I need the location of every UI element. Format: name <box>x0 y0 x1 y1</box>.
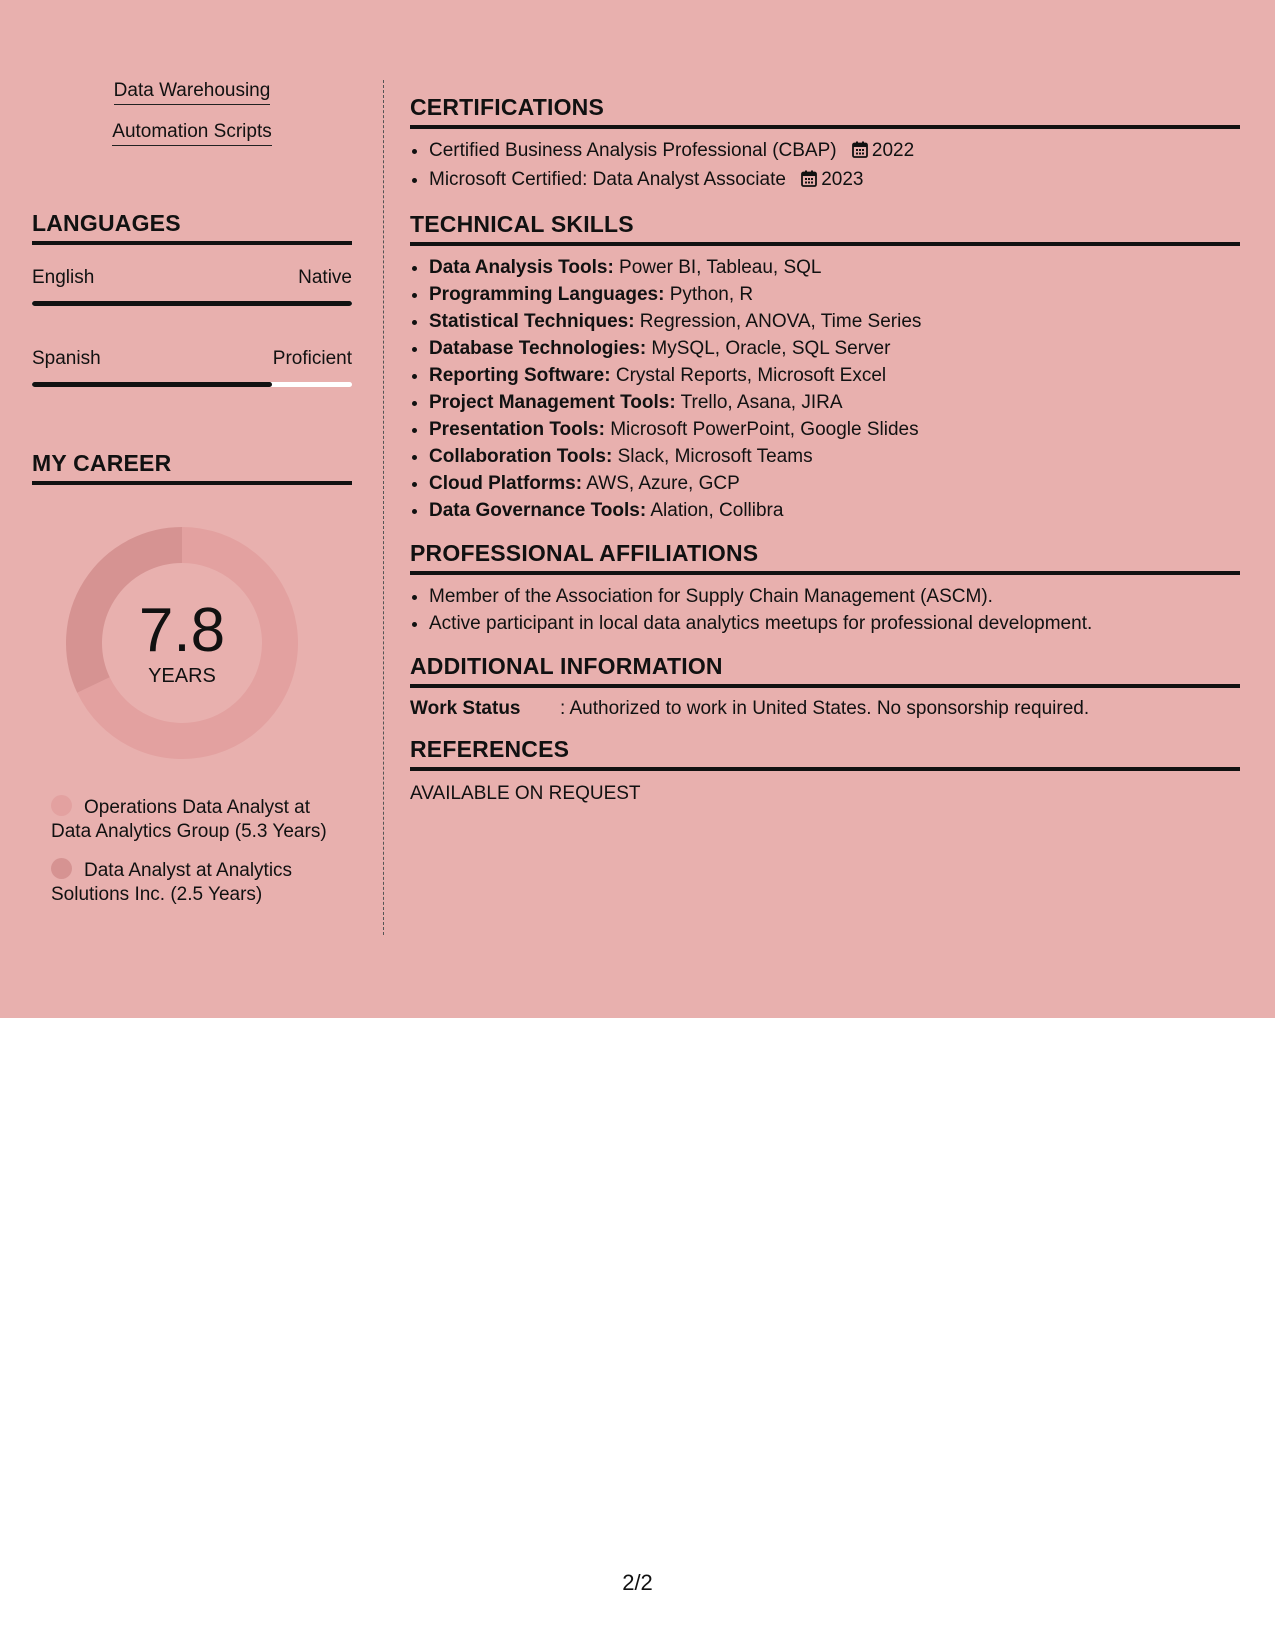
work-status-row <box>410 698 1240 720</box>
skill-tag-automation-scripts: Automation Scripts <box>112 121 271 146</box>
career-legend <box>32 795 352 907</box>
languages-title: LANGUAGES <box>32 210 352 245</box>
technical-skills-list <box>410 254 1240 524</box>
language-name: Spanish <box>32 348 101 369</box>
certification-year: 2022 <box>871 140 915 161</box>
skill-values: Microsoft PowerPoint, Google Slides <box>604 419 919 440</box>
list-item: • Active participant in local data analytics meetups for professional development. <box>429 610 1240 637</box>
additional-info-section <box>410 653 1240 720</box>
affiliations-title: PROFESSIONAL AFFILIATIONS <box>410 540 1240 575</box>
affiliations-section <box>410 540 1240 637</box>
list-item <box>429 281 1240 308</box>
certifications-list <box>410 137 1240 195</box>
calendar-icon <box>852 139 868 166</box>
skill-category: Statistical Techniques: <box>429 311 635 332</box>
list-item <box>429 443 1240 470</box>
references-section <box>410 736 1240 805</box>
affiliations-list <box>410 583 1240 637</box>
skill-values: AWS, Azure, GCP <box>582 473 740 494</box>
list-item <box>429 362 1240 389</box>
language-level: Native <box>298 267 352 288</box>
work-status-label: Work Status <box>410 698 521 719</box>
skill-values: Alation, Collibra <box>646 500 784 521</box>
career-donut-chart <box>66 527 298 759</box>
career-legend-item <box>51 858 341 907</box>
certifications-section <box>410 94 1240 195</box>
work-status-value: : Authorized to work in United States. No sponsorship required. <box>560 698 1090 719</box>
skill-category: Programming Languages: <box>429 284 665 305</box>
list-item <box>429 497 1240 524</box>
skill-category: Data Analysis Tools: <box>429 257 614 278</box>
skill-category: Presentation Tools: <box>429 419 605 440</box>
list-item <box>429 416 1240 443</box>
skill-category: Collaboration Tools: <box>429 446 613 467</box>
column-divider <box>383 80 384 935</box>
list-item <box>429 470 1240 497</box>
certification-name: Certified Business Analysis Professional (CBAP) <box>429 140 837 161</box>
list-item <box>429 137 1240 166</box>
skill-category: Reporting Software: <box>429 365 611 386</box>
skill-values: Python, R <box>664 284 754 305</box>
career-title: MY CAREER <box>32 450 352 485</box>
language-proficiency-bar <box>32 301 352 306</box>
certification-name: Microsoft Certified: Data Analyst Associate <box>429 169 786 190</box>
left-column <box>32 80 352 905</box>
page-number: 2/2 <box>622 1570 653 1595</box>
language-proficiency-fill <box>32 382 272 387</box>
skill-values: Regression, ANOVA, Time Series <box>634 311 922 332</box>
skill-category: Cloud Platforms: <box>429 473 583 494</box>
skill-values: Power BI, Tableau, SQL <box>613 257 822 278</box>
skill-category: Database Technologies: <box>429 338 647 359</box>
career-legend-item <box>51 795 341 844</box>
list-item <box>429 166 1240 195</box>
career-role-label: Data Analyst at Analytics Solutions Inc. (2.5 Years) <box>51 860 293 905</box>
languages-section <box>32 210 352 387</box>
language-name: English <box>32 267 95 288</box>
references-text: AVAILABLE ON REQUEST <box>410 783 641 804</box>
career-role-label: Operations Data Analyst at Data Analytics Group (5.3 Years) <box>51 797 327 842</box>
skill-category: Data Governance Tools: <box>429 500 647 521</box>
skill-values: Trello, Asana, JIRA <box>675 392 843 413</box>
legend-dot-icon <box>51 795 72 816</box>
certifications-title: CERTIFICATIONS <box>410 94 1240 129</box>
language-level: Proficient <box>272 348 352 369</box>
language-proficiency-fill <box>32 301 352 306</box>
additional-info-title: ADDITIONAL INFORMATION <box>410 653 1240 688</box>
career-section <box>32 450 352 921</box>
skill-tag-data-warehousing: Data Warehousing <box>114 80 271 105</box>
list-item <box>429 308 1240 335</box>
skill-values: Slack, Microsoft Teams <box>612 446 813 467</box>
list-item <box>429 254 1240 281</box>
technical-skills-title: TECHNICAL SKILLS <box>410 211 1240 246</box>
skill-values: MySQL, Oracle, SQL Server <box>646 338 891 359</box>
list-item <box>429 335 1240 362</box>
language-row <box>32 348 352 370</box>
language-row <box>32 267 352 289</box>
certification-year: 2023 <box>821 169 864 190</box>
skill-category: Project Management Tools: <box>429 392 676 413</box>
career-donut-center <box>66 527 298 759</box>
legend-dot-icon <box>51 858 72 879</box>
references-title: REFERENCES <box>410 736 1240 771</box>
career-total-years: 7.8 <box>138 595 226 665</box>
career-years-unit: YEARS <box>148 664 216 687</box>
list-item <box>429 389 1240 416</box>
skill-values: Crystal Reports, Microsoft Excel <box>610 365 887 386</box>
list-item: • Member of the Association for Supply Chain Management (ASCM). <box>429 583 1240 610</box>
calendar-icon <box>801 168 817 195</box>
technical-skills-section <box>410 211 1240 524</box>
right-column <box>410 94 1240 805</box>
language-proficiency-bar <box>32 382 352 387</box>
